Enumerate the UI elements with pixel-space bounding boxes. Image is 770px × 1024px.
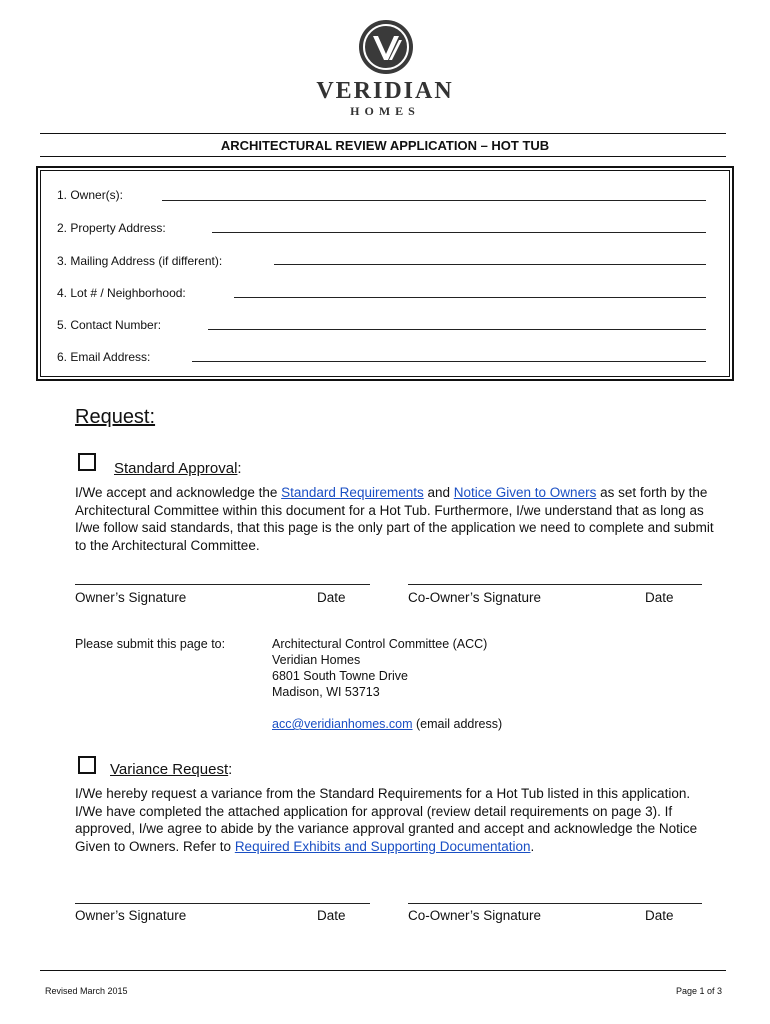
variance-request-heading: Variance Request: <box>110 761 233 778</box>
email-field[interactable] <box>192 361 706 362</box>
title-rule-top <box>40 133 726 134</box>
submit-label: Please submit this page to: <box>75 637 226 651</box>
title-rule-bottom <box>40 156 726 157</box>
coowner-signature-label-2: Co-Owner’s Signature <box>408 908 542 923</box>
field-property-address-label: 2. Property Address: <box>57 221 166 235</box>
submit-address: Architectural Control Committee (ACC) Veridian Homes 6801 South Towne Drive Madison, WI 53713 acc@veridianhomes.com (email address) <box>272 637 503 731</box>
owner-signature-label-2: Owner’s Signature <box>75 908 187 923</box>
variance-request-checkbox[interactable] <box>78 756 96 774</box>
mailing-address-field[interactable] <box>274 264 706 265</box>
logo-brand: VERIDIAN <box>316 78 454 104</box>
field-contact-number-label: 5. Contact Number: <box>57 318 162 332</box>
coowner-date-label: Date <box>645 590 674 605</box>
page-title: ARCHITECTURAL REVIEW APPLICATION – HOT TUB <box>220 138 550 153</box>
owner-signature-label: Owner’s Signature <box>75 590 187 605</box>
field-email-label: 6. Email Address: <box>57 350 151 364</box>
footer-revised: Revised March 2015 <box>45 986 128 996</box>
request-heading: Request: <box>75 406 156 428</box>
standard-approval-heading: Standard Approval: <box>114 460 242 477</box>
logo-sub: HOMES <box>350 104 420 118</box>
property-address-field[interactable] <box>212 232 706 233</box>
field-mailing-address-label: 3. Mailing Address (if different): <box>57 254 223 268</box>
owner-date-label-2: Date <box>317 908 346 923</box>
owners-field[interactable] <box>162 200 706 201</box>
coowner-signature-line-2[interactable] <box>408 903 702 904</box>
standard-approval-checkbox[interactable] <box>78 453 96 471</box>
owner-signature-line-2[interactable] <box>75 903 370 904</box>
required-exhibits-link[interactable]: Required Exhibits and Supporting Documentation <box>234 838 531 854</box>
contact-number-field[interactable] <box>208 329 706 330</box>
lot-neighborhood-field[interactable] <box>234 297 706 298</box>
footer-page-number: Page 1 of 3 <box>676 986 723 996</box>
standard-requirements-link[interactable]: Standard Requirements <box>281 485 424 500</box>
owner-signature-line[interactable] <box>75 584 370 585</box>
owner-info-box-inner <box>40 170 730 377</box>
owner-date-label: Date <box>317 590 346 605</box>
field-lot-neighborhood-label: 4. Lot # / Neighborhood: <box>57 286 186 300</box>
logo-v-icon <box>359 20 413 74</box>
coowner-signature-label: Co-Owner’s Signature <box>408 590 542 605</box>
acc-email-link[interactable]: acc@veridianhomes.com <box>272 717 413 731</box>
standard-approval-paragraph: I/We accept and acknowledge the Standard Requirements and Notice Given to Owners as set forth by the Architectural Committee within this document for a Hot Tub. Furthermore, I/we understand that as long as I/we follow said standards, that this page is the only part of the application we need to complete and submit to the Architectural Committee. <box>75 485 714 553</box>
coowner-date-label-2: Date <box>645 908 674 923</box>
variance-request-paragraph: I/We hereby request a variance from the Standard Requirements for a Hot Tub listed in this application. I/We have completed the attached application for approval (review detail requirements on page 3). If approved, I/we agree to abide by the variance approval granted and accept and acknowledge the Notice Given to Owners. Refer to Required Exhibits and Supporting Documentation. <box>75 786 698 854</box>
field-owners-label: 1. Owner(s): <box>57 188 124 202</box>
notice-given-link[interactable]: Notice Given to Owners <box>453 485 597 500</box>
footer-rule <box>40 970 726 971</box>
coowner-signature-line[interactable] <box>408 584 702 585</box>
